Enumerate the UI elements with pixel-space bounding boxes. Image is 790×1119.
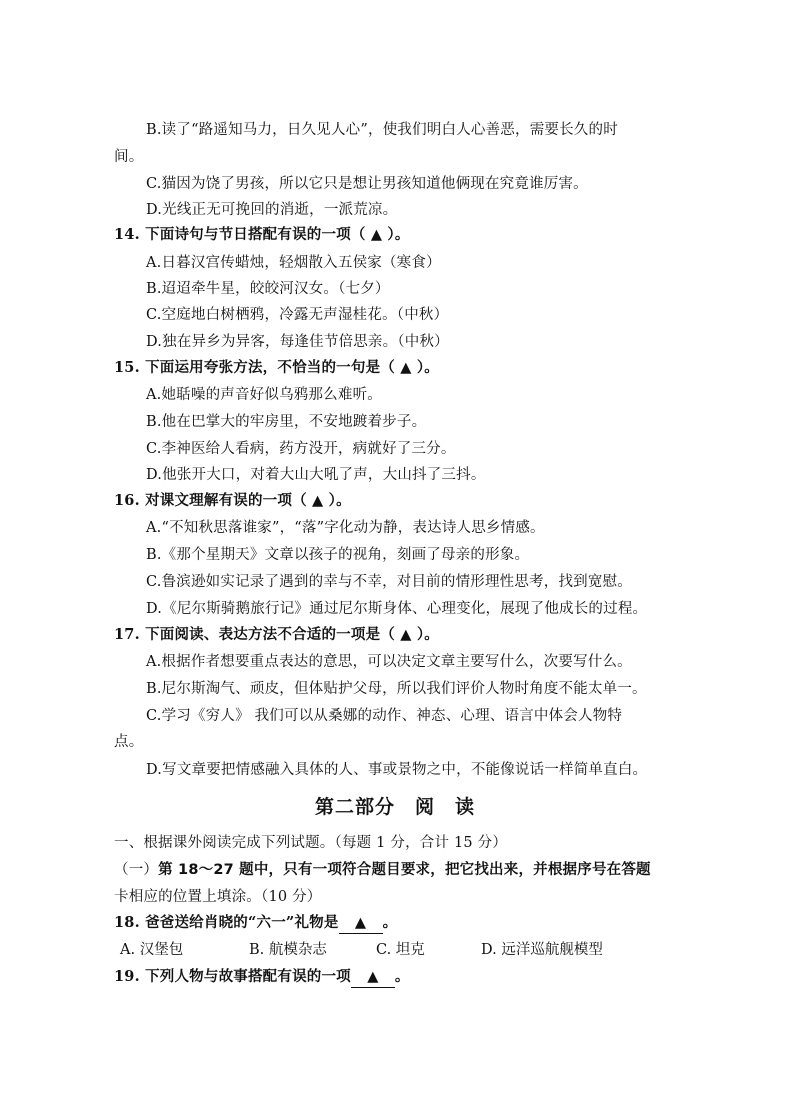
q15-option-c: C.李神医给人看病，药方没开，病就好了三分。	[146, 441, 456, 457]
q15-stem: 15. 下面运用夸张方法，不恰当的一句是（ ▲ ）。	[114, 359, 439, 376]
q14-option-a: A.日暮汉宫传蜡烛，轻烟散入五侯家（寒食）	[146, 255, 441, 271]
q18-option-c: C. 坦克	[376, 942, 425, 958]
q18-option-b: B. 航模杂志	[249, 942, 327, 958]
q17-option-c-line2: 点。	[114, 734, 144, 750]
q19-stem-text: 19. 下列人物与故事搭配有误的一项	[114, 968, 351, 985]
q18-option-d: D. 远洋巡航舰模型	[481, 942, 603, 958]
section1-heading: 一、根据课外阅读完成下列试题。（每题 1 分，合计 15 分）	[114, 835, 508, 851]
q19-stem-end: 。	[394, 968, 410, 985]
q15-option-a: A.她聒噪的声音好似乌鸦那么难听。	[146, 387, 382, 403]
q16-option-b: B.《那个星期天》文章以孩子的视角，刻画了母亲的形象。	[146, 547, 530, 563]
q17-option-b: B.尼尔斯淘气、顽皮，但体贴护父母，所以我们评价人物时角度不能太单一。	[146, 681, 647, 697]
q18-option-a: A. 汉堡包	[120, 942, 184, 958]
q14-option-c: C.空庭地白树栖鸦，冷露无声湿桂花。（中秋）	[146, 307, 449, 323]
q18-stem-end: 。	[382, 914, 398, 931]
q16-option-d: D.《尼尔斯骑鹅旅行记》通过尼尔斯身体、心理变化，展现了他成长的过程。	[146, 601, 648, 617]
q13-option-b-line1: B.读了“路遥知马力，日久见人心”，使我们明白人心善恶，需要长久的时	[146, 122, 618, 138]
q18-stem-text: 18. 爸爸送给肖晓的“六一”礼物是	[114, 914, 339, 931]
subsection1-instruction-line2: 卡相应的位置上填涂。（10 分）	[114, 889, 322, 905]
q13-option-c: C.猫因为饶了男孩，所以它只是想让男孩知道他俩现在究竟谁厉害。	[146, 176, 588, 192]
q17-option-c-line1: C.学习《穷人》 我们可以从桑娜的动作、神态、心理、语言中体会人物特	[146, 708, 623, 724]
q16-option-c: C.鲁滨逊如实记录了遇到的幸与不幸，对目前的情形理性思考，找到宽慰。	[146, 574, 632, 590]
q19-stem	[114, 967, 410, 988]
q13-option-d: D.光线正无可挽回的消逝，一派荒凉。	[146, 202, 398, 218]
q17-option-d: D.写文章要把情感融入具体的人、事或景物之中，不能像说话一样简单直白。	[146, 762, 648, 778]
q19-answer-blank: ▲	[351, 967, 395, 988]
q18-stem	[114, 913, 397, 934]
q15-option-b: B.他在巴掌大的牢房里，不安地踱着步子。	[146, 414, 427, 430]
q17-stem: 17. 下面阅读、表达方法不合适的一项是（ ▲ ）。	[114, 626, 439, 643]
subsection1-label: （一）	[114, 862, 159, 878]
q15-option-d: D.他张开大口，对着大山大吼了声，大山抖了三抖。	[146, 467, 486, 483]
q14-stem: 14. 下面诗句与节日搭配有误的一项（ ▲ ）。	[114, 226, 410, 243]
q18-answer-blank: ▲	[339, 913, 383, 934]
subsection1-text: 第 18～27 题中，只有一项符合题目要求，把它找出来，并根据序号在答题	[158, 862, 651, 878]
q13-option-b-line2: 间。	[114, 149, 144, 165]
q16-option-a: A.“不知秋思落谁家”，“落”字化动为静，表达诗人思乡情感。	[146, 520, 545, 536]
subsection1-instruction	[114, 860, 651, 880]
q14-option-d: D.独在异乡为异客，每逢佳节倍思亲。（中秋）	[146, 334, 449, 350]
q14-option-b: B.迢迢牵牛星，皎皎河汉女。（七夕）	[146, 281, 390, 297]
part2-title: 第二部分 阅 读	[314, 796, 475, 818]
q16-stem: 16. 对课文理解有误的一项（ ▲ ）。	[114, 492, 351, 509]
q17-option-a: A.根据作者想要重点表达的意思，可以决定文章主要写什么，次要写什么。	[146, 654, 632, 670]
